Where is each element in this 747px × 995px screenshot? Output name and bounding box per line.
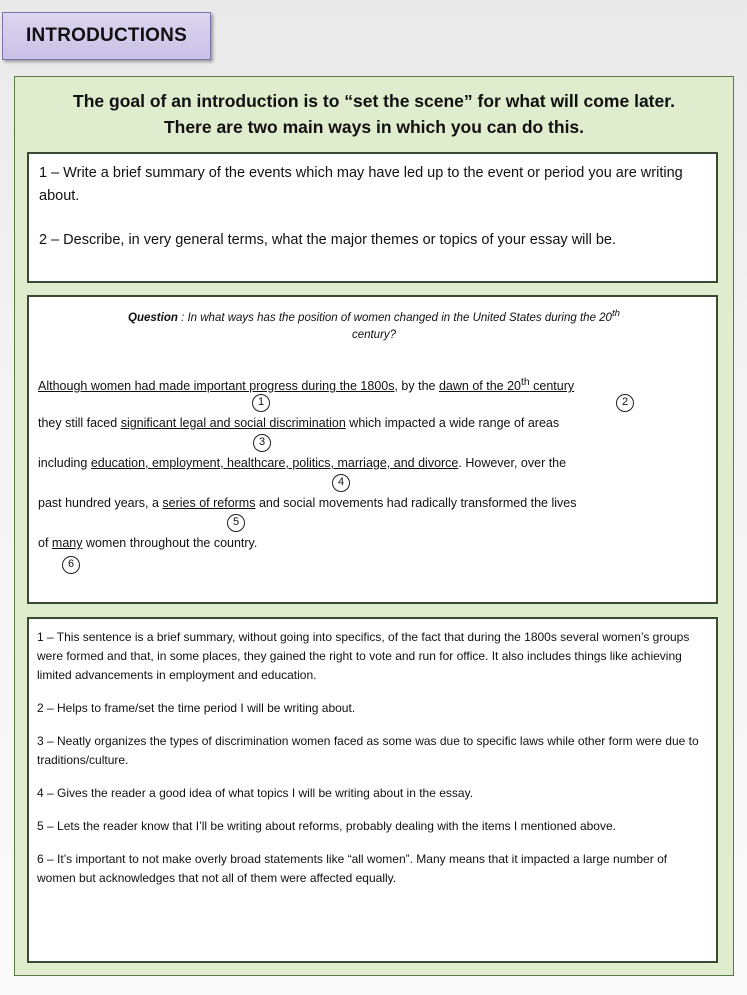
note-item-5: 5 – Lets the reader know that I’ll be writing about reforms, probably dealing with the items I mentioned above.: [37, 819, 616, 833]
example-box: [27, 295, 718, 604]
marker-5: 5: [227, 514, 245, 532]
marker-2: 2: [616, 394, 634, 412]
example-line-1: [38, 375, 574, 394]
notes-box: [27, 617, 718, 963]
note-item-1: 1 – This sentence is a brief summary, without going into specifics, of the fact that during the 1800s several women’s groups were formed and that, in some places, they gained the right to vote and run for office. It also includes things like achieving limited advancements in employment and education.: [37, 630, 690, 682]
example-phrase-2-text: dawn of the 20: [438, 379, 521, 394]
example-phrase-2-end: century: [529, 379, 575, 394]
example-text: which impacted a wide range of areas: [345, 416, 560, 430]
marker-1: 1: [252, 394, 270, 412]
note-item-6: 6 – It’s important to not make overly broad statements like “all women”. Many means that it impacted a large number of women but acknowledges that not all of them were affected equally.: [37, 852, 668, 885]
example-line-4: [38, 495, 576, 511]
intro-line-2: There are two main ways in which you can do this.: [163, 117, 585, 137]
example-text: including: [38, 456, 91, 470]
example-phrase-1: Although women had made important progress during the 1800s: [38, 379, 395, 394]
example-text: past hundred years, a: [38, 496, 163, 510]
question-label: Question: [128, 311, 178, 324]
example-phrase-2-sup: th: [520, 377, 530, 388]
marker-6: 6: [62, 556, 80, 574]
example-phrase-5: series of reforms: [162, 496, 256, 510]
example-phrase-3: significant legal and social discrimination: [120, 416, 346, 430]
example-line-3: [38, 455, 566, 471]
example-text: of: [38, 536, 52, 550]
ways-box: [27, 152, 718, 283]
question-superscript: th: [611, 308, 620, 319]
way-item-2: 2 – Describe, in very general terms, what the major themes or topics of your essay will be.: [39, 232, 617, 248]
way-item-1: 1 – Write a brief summary of the events which may have led up to the event or period you are writing about.: [39, 165, 683, 204]
question-text-end: century?: [351, 328, 397, 341]
example-text: , by the: [394, 379, 439, 394]
question-text: : In what ways has the position of women changed in the United States during the 20: [177, 311, 612, 324]
example-text: and social movements had radically transformed the lives: [255, 496, 577, 510]
example-phrase-2: [439, 379, 574, 393]
page-title: INTRODUCTIONS: [26, 25, 187, 46]
example-question: [49, 305, 699, 344]
example-text: women throughout the country.: [82, 536, 258, 550]
note-item-4: 4 – Gives the reader a good idea of what topics I will be writing about in the essay.: [37, 786, 474, 800]
marker-4: 4: [332, 474, 350, 492]
note-item-2: 2 – Helps to frame/set the time period I will be writing about.: [37, 701, 356, 715]
note-item-3: 3 – Neatly organizes the types of discrimination women faced as some was due to specific laws while other form were due to traditions/culture.: [37, 734, 699, 767]
example-phrase-6: many: [51, 536, 83, 550]
example-text: . However, over the: [458, 456, 567, 470]
example-line-2: [38, 415, 559, 431]
example-phrase-4: education, employment, healthcare, politics, marriage, and divorce: [90, 456, 459, 470]
example-line-5: [38, 535, 257, 551]
page-title-tab: [2, 12, 211, 60]
intro-line-1: The goal of an introduction is to “set the scene” for what will come later.: [73, 91, 675, 111]
example-text: they still faced: [38, 416, 121, 430]
intro-headline: [14, 88, 734, 140]
marker-3: 3: [253, 434, 271, 452]
